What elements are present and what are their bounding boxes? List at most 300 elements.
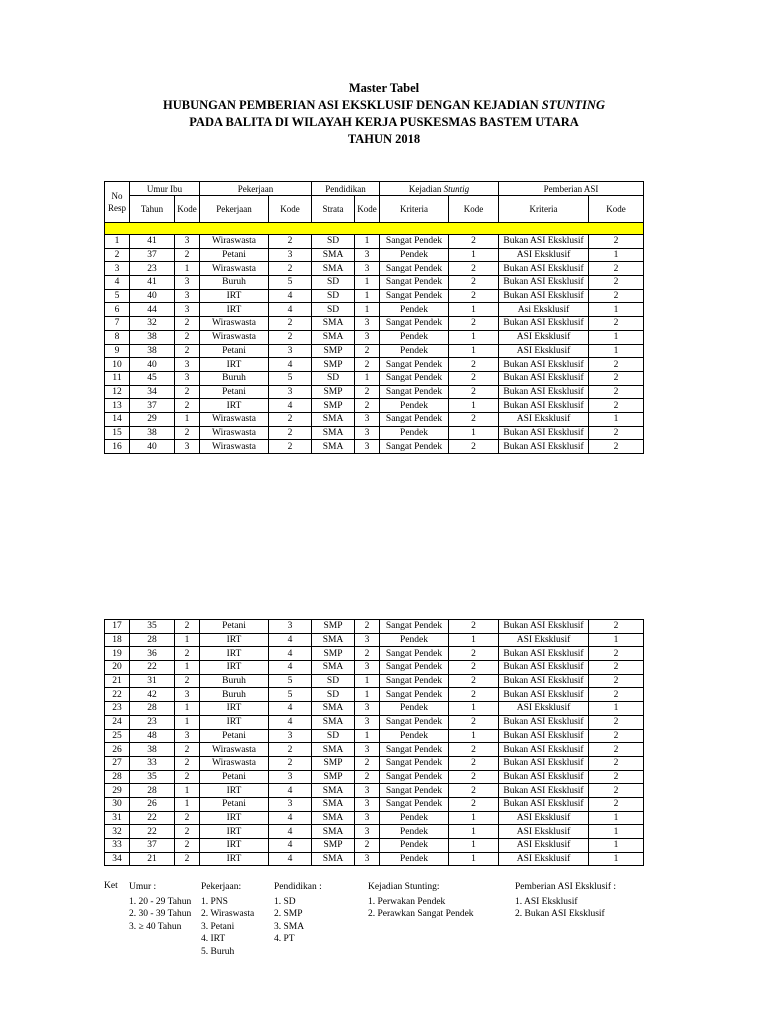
col-no-label: No: [111, 191, 123, 201]
cell-tahun: 26: [130, 797, 175, 811]
cell-kode-umur: 2: [175, 385, 200, 399]
cell-strata: SMA: [312, 811, 355, 825]
cell-kriteria-pemberian: Bukan ASI Eksklusif: [499, 797, 589, 811]
cell-strata: SMP: [312, 358, 355, 372]
cell-no: 30: [105, 797, 130, 811]
cell-kode-pendidikan: 1: [355, 371, 380, 385]
legend-umur: [129, 881, 191, 933]
cell-kriteria-kejadian: Pendek: [380, 702, 449, 716]
cell-kode-kejadian: 2: [449, 770, 499, 784]
cell-kriteria-kejadian: Pendek: [380, 825, 449, 839]
cell-tahun: 37: [130, 399, 175, 413]
cell-strata: SMA: [312, 262, 355, 276]
cell-kode-kejadian: 1: [449, 344, 499, 358]
legend-pekerjaan-item: 4. IRT: [201, 934, 226, 945]
cell-kriteria-pemberian: ASI Eksklusif: [499, 852, 589, 866]
cell-kode-pendidikan: 2: [355, 756, 380, 770]
cell-kriteria-kejadian: Pendek: [380, 344, 449, 358]
cell-kode-pekerjaan: 3: [269, 620, 312, 634]
cell-kode-pendidikan: 2: [355, 620, 380, 634]
col-pekerjaan: Pekerjaan: [200, 182, 312, 196]
cell-pekerjaan: IRT: [200, 811, 269, 825]
cell-kode-pendidikan: 3: [355, 440, 380, 454]
table-row: [105, 344, 644, 358]
cell-tahun: 34: [130, 385, 175, 399]
cell-kode-pemberian: 1: [589, 344, 644, 358]
legend-umur-item: 1. 20 - 29 Tahun: [129, 896, 192, 907]
table-row: [105, 317, 644, 331]
table-row: [105, 852, 644, 866]
cell-kriteria-pemberian: Bukan ASI Eksklusif: [499, 743, 589, 757]
cell-pekerjaan: Petani: [200, 248, 269, 262]
table-row: [105, 743, 644, 757]
cell-kriteria-pemberian: Bukan ASI Eksklusif: [499, 235, 589, 249]
cell-kode-pekerjaan: 2: [269, 262, 312, 276]
cell-kriteria-pemberian: Bukan ASI Eksklusif: [499, 426, 589, 440]
legend-kejadian-item: 2. Perawkan Sangat Pendek: [368, 909, 474, 920]
table-row: [105, 440, 644, 454]
col-kejadian-em: Stuntig: [443, 183, 470, 194]
cell-kode-pekerjaan: 4: [269, 784, 312, 798]
cell-kode-pemberian: 1: [589, 303, 644, 317]
cell-no: 17: [105, 620, 130, 634]
cell-kriteria-kejadian: Pendek: [380, 839, 449, 853]
legend-umur-item: 3. ≥ 40 Tahun: [129, 921, 182, 932]
cell-tahun: 28: [130, 702, 175, 716]
legend-kejadian-item: 1. Perwakan Pendek: [368, 896, 446, 907]
table-row: [105, 248, 644, 262]
sub-kriteria-pemberian: Kriteria: [499, 196, 589, 223]
cell-pekerjaan: IRT: [200, 784, 269, 798]
cell-tahun: 23: [130, 262, 175, 276]
cell-pekerjaan: Wiraswasta: [200, 426, 269, 440]
cell-kriteria-pemberian: Bukan ASI Eksklusif: [499, 399, 589, 413]
cell-kriteria-kejadian: Sangat Pendek: [380, 317, 449, 331]
cell-no: 8: [105, 330, 130, 344]
cell-strata: SMA: [312, 412, 355, 426]
cell-strata: SMA: [312, 633, 355, 647]
table-row: [105, 371, 644, 385]
cell-kode-pekerjaan: 4: [269, 661, 312, 675]
cell-kode-kejadian: 1: [449, 825, 499, 839]
cell-pekerjaan: IRT: [200, 647, 269, 661]
cell-kode-kejadian: 2: [449, 440, 499, 454]
cell-kode-pekerjaan: 2: [269, 756, 312, 770]
cell-kode-kejadian: 1: [449, 303, 499, 317]
cell-no: 27: [105, 756, 130, 770]
cell-no: 4: [105, 276, 130, 290]
cell-no: 13: [105, 399, 130, 413]
table-row: [105, 811, 644, 825]
cell-kode-pekerjaan: 2: [269, 317, 312, 331]
cell-kode-pemberian: 2: [589, 426, 644, 440]
table-row: [105, 633, 644, 647]
cell-kode-pendidikan: 2: [355, 385, 380, 399]
cell-kriteria-kejadian: Sangat Pendek: [380, 756, 449, 770]
table-row: [105, 674, 644, 688]
cell-kode-umur: 2: [175, 426, 200, 440]
cell-kode-pekerjaan: 4: [269, 289, 312, 303]
cell-tahun: 21: [130, 852, 175, 866]
cell-tahun: 40: [130, 440, 175, 454]
cell-kode-pemberian: 2: [589, 674, 644, 688]
cell-kriteria-pemberian: ASI Eksklusif: [499, 839, 589, 853]
cell-kriteria-pemberian: ASI Eksklusif: [499, 811, 589, 825]
cell-no: 5: [105, 289, 130, 303]
cell-kode-umur: 2: [175, 344, 200, 358]
table-row: [105, 715, 644, 729]
cell-no: 26: [105, 743, 130, 757]
cell-tahun: 45: [130, 371, 175, 385]
cell-strata: SMA: [312, 852, 355, 866]
cell-kode-pemberian: 1: [589, 839, 644, 853]
cell-kode-pekerjaan: 4: [269, 647, 312, 661]
cell-tahun: 33: [130, 756, 175, 770]
cell-kode-umur: 2: [175, 852, 200, 866]
cell-tahun: 32: [130, 317, 175, 331]
cell-kriteria-pemberian: ASI Eksklusif: [499, 344, 589, 358]
cell-pekerjaan: IRT: [200, 825, 269, 839]
cell-kode-kejadian: 1: [449, 330, 499, 344]
cell-kriteria-pemberian: Bukan ASI Eksklusif: [499, 729, 589, 743]
cell-kode-pekerjaan: 4: [269, 811, 312, 825]
table-row: [105, 235, 644, 249]
table-row: [105, 358, 644, 372]
cell-kriteria-kejadian: Pendek: [380, 303, 449, 317]
cell-kode-pekerjaan: 5: [269, 674, 312, 688]
cell-tahun: 38: [130, 344, 175, 358]
cell-kode-umur: 1: [175, 797, 200, 811]
cell-strata: SMP: [312, 647, 355, 661]
cell-kode-pekerjaan: 5: [269, 276, 312, 290]
sub-strata: Strata: [312, 196, 355, 223]
cell-no: 20: [105, 661, 130, 675]
cell-kode-pekerjaan: 3: [269, 797, 312, 811]
cell-tahun: 22: [130, 661, 175, 675]
cell-tahun: 36: [130, 647, 175, 661]
cell-kriteria-pemberian: Bukan ASI Eksklusif: [499, 317, 589, 331]
cell-kode-pemberian: 2: [589, 440, 644, 454]
cell-kode-pekerjaan: 2: [269, 330, 312, 344]
cell-no: 32: [105, 825, 130, 839]
cell-strata: SMP: [312, 770, 355, 784]
cell-strata: SMA: [312, 797, 355, 811]
cell-strata: SMA: [312, 330, 355, 344]
cell-kode-pekerjaan: 5: [269, 371, 312, 385]
cell-kode-umur: 1: [175, 412, 200, 426]
cell-kode-pekerjaan: 2: [269, 235, 312, 249]
cell-tahun: 38: [130, 743, 175, 757]
cell-kode-umur: 3: [175, 358, 200, 372]
cell-strata: SMA: [312, 248, 355, 262]
highlight-row: [105, 223, 644, 235]
cell-no: 33: [105, 839, 130, 853]
cell-kode-pemberian: 1: [589, 633, 644, 647]
cell-kode-pemberian: 2: [589, 620, 644, 634]
cell-kode-pendidikan: 1: [355, 688, 380, 702]
cell-kode-pendidikan: 1: [355, 276, 380, 290]
cell-kode-umur: 2: [175, 756, 200, 770]
cell-kode-pekerjaan: 4: [269, 715, 312, 729]
cell-kriteria-pemberian: Bukan ASI Eksklusif: [499, 756, 589, 770]
cell-kode-kejadian: 2: [449, 756, 499, 770]
cell-kode-pendidikan: 3: [355, 426, 380, 440]
cell-tahun: 35: [130, 620, 175, 634]
cell-kode-pekerjaan: 3: [269, 770, 312, 784]
cell-pekerjaan: Petani: [200, 344, 269, 358]
cell-pekerjaan: Wiraswasta: [200, 743, 269, 757]
cell-kriteria-kejadian: Sangat Pendek: [380, 289, 449, 303]
cell-pekerjaan: IRT: [200, 399, 269, 413]
cell-kode-kejadian: 2: [449, 262, 499, 276]
cell-kriteria-pemberian: Bukan ASI Eksklusif: [499, 371, 589, 385]
cell-no: 28: [105, 770, 130, 784]
legend-pemberian-item: 2. Bukan ASI Eksklusif: [515, 909, 605, 920]
title-line-2-stunting: STUNTING: [541, 98, 605, 112]
table-body-part-2: [105, 620, 644, 866]
cell-kode-umur: 3: [175, 235, 200, 249]
cell-no: 6: [105, 303, 130, 317]
table-row: [105, 784, 644, 798]
cell-kriteria-pemberian: Bukan ASI Eksklusif: [499, 674, 589, 688]
cell-no: 29: [105, 784, 130, 798]
table-row: [105, 412, 644, 426]
cell-kriteria-pemberian: ASI Eksklusif: [499, 248, 589, 262]
cell-kriteria-pemberian: Bukan ASI Eksklusif: [499, 620, 589, 634]
cell-strata: SMP: [312, 399, 355, 413]
cell-strata: SMP: [312, 344, 355, 358]
cell-kode-kejadian: 2: [449, 715, 499, 729]
cell-kode-pekerjaan: 3: [269, 248, 312, 262]
cell-kode-kejadian: 2: [449, 620, 499, 634]
table-row: [105, 330, 644, 344]
cell-kode-kejadian: 2: [449, 688, 499, 702]
cell-no: 18: [105, 633, 130, 647]
table-row: [105, 289, 644, 303]
cell-kode-pemberian: 2: [589, 317, 644, 331]
cell-pekerjaan: Petani: [200, 385, 269, 399]
cell-kode-umur: 2: [175, 248, 200, 262]
cell-strata: SMP: [312, 385, 355, 399]
cell-pekerjaan: Petani: [200, 620, 269, 634]
master-table-part-2: [104, 619, 644, 866]
legend-pemberian-item: 1. ASI Eksklusif: [515, 896, 578, 907]
cell-kode-kejadian: 1: [449, 729, 499, 743]
cell-kode-pendidikan: 1: [355, 289, 380, 303]
cell-kriteria-pemberian: Bukan ASI Eksklusif: [499, 770, 589, 784]
cell-kriteria-kejadian: Pendek: [380, 248, 449, 262]
cell-kode-kejadian: 1: [449, 702, 499, 716]
cell-kode-pekerjaan: 3: [269, 344, 312, 358]
highlight-bar: [105, 223, 644, 235]
legend-pendidikan-item: 2. SMP: [274, 909, 303, 920]
cell-kriteria-kejadian: Sangat Pendek: [380, 371, 449, 385]
cell-kode-pemberian: 2: [589, 399, 644, 413]
cell-strata: SD: [312, 729, 355, 743]
cell-kode-pemberian: 2: [589, 289, 644, 303]
cell-kode-pendidikan: 1: [355, 729, 380, 743]
sub-kode-pemberian: Kode: [589, 196, 644, 223]
cell-kriteria-kejadian: Sangat Pendek: [380, 276, 449, 290]
cell-kode-umur: 1: [175, 633, 200, 647]
cell-no: 25: [105, 729, 130, 743]
cell-kode-pendidikan: 3: [355, 702, 380, 716]
cell-tahun: 23: [130, 715, 175, 729]
cell-pekerjaan: Wiraswasta: [200, 412, 269, 426]
cell-kode-pendidikan: 3: [355, 412, 380, 426]
cell-kriteria-pemberian: ASI Eksklusif: [499, 633, 589, 647]
cell-kode-umur: 2: [175, 317, 200, 331]
cell-kriteria-pemberian: Bukan ASI Eksklusif: [499, 661, 589, 675]
cell-no: 12: [105, 385, 130, 399]
cell-kode-umur: 1: [175, 262, 200, 276]
cell-pekerjaan: Buruh: [200, 371, 269, 385]
cell-pekerjaan: IRT: [200, 702, 269, 716]
cell-strata: SD: [312, 235, 355, 249]
cell-tahun: 48: [130, 729, 175, 743]
cell-kode-umur: 3: [175, 276, 200, 290]
cell-no: 7: [105, 317, 130, 331]
cell-kode-kejadian: 1: [449, 426, 499, 440]
table-row: [105, 262, 644, 276]
cell-kode-pekerjaan: 2: [269, 743, 312, 757]
master-table-part-1: [104, 181, 644, 454]
legend-pekerjaan-item: 5. Buruh: [201, 946, 235, 957]
cell-strata: SMA: [312, 426, 355, 440]
cell-kriteria-pemberian: Bukan ASI Eksklusif: [499, 262, 589, 276]
cell-tahun: 41: [130, 235, 175, 249]
cell-strata: SD: [312, 674, 355, 688]
cell-tahun: 38: [130, 426, 175, 440]
cell-kode-pendidikan: 3: [355, 784, 380, 798]
cell-strata: SMP: [312, 839, 355, 853]
cell-kriteria-pemberian: Bukan ASI Eksklusif: [499, 688, 589, 702]
cell-kriteria-pemberian: Bukan ASI Eksklusif: [499, 647, 589, 661]
cell-no: 16: [105, 440, 130, 454]
cell-strata: SD: [312, 688, 355, 702]
cell-pekerjaan: Wiraswasta: [200, 235, 269, 249]
table-row: [105, 756, 644, 770]
cell-kode-pendidikan: 3: [355, 797, 380, 811]
cell-strata: SMP: [312, 620, 355, 634]
table-row: [105, 770, 644, 784]
cell-kode-kejadian: 1: [449, 633, 499, 647]
cell-strata: SMA: [312, 825, 355, 839]
cell-strata: SMA: [312, 440, 355, 454]
table-row: [105, 385, 644, 399]
cell-kode-pendidikan: 3: [355, 330, 380, 344]
cell-kode-kejadian: 2: [449, 317, 499, 331]
sub-tahun: Tahun: [130, 196, 175, 223]
cell-kode-kejadian: 1: [449, 839, 499, 853]
cell-kriteria-pemberian: Asi Eksklusif: [499, 303, 589, 317]
legend-pekerjaan-item: Pekerjaan:: [201, 882, 242, 892]
cell-no: 14: [105, 412, 130, 426]
cell-kode-umur: 2: [175, 674, 200, 688]
cell-tahun: 38: [130, 330, 175, 344]
cell-kode-umur: 3: [175, 289, 200, 303]
cell-kode-pemberian: 2: [589, 770, 644, 784]
cell-tahun: 41: [130, 276, 175, 290]
cell-kriteria-kejadian: Sangat Pendek: [380, 688, 449, 702]
sub-kode-pendidikan: Kode: [355, 196, 380, 223]
cell-kriteria-pemberian: ASI Eksklusif: [499, 825, 589, 839]
sub-kode-kejadian: Kode: [449, 196, 499, 223]
cell-tahun: 44: [130, 303, 175, 317]
cell-kode-pemberian: 2: [589, 661, 644, 675]
cell-kode-kejadian: 2: [449, 276, 499, 290]
cell-pekerjaan: Petani: [200, 770, 269, 784]
cell-pekerjaan: Wiraswasta: [200, 330, 269, 344]
cell-kode-kejadian: 2: [449, 743, 499, 757]
title-line-3: PADA BALITA DI WILAYAH KERJA PUSKESMAS BASTEM UTARA: [189, 115, 579, 129]
cell-kode-kejadian: 2: [449, 674, 499, 688]
cell-kode-pendidikan: 1: [355, 303, 380, 317]
cell-kode-pekerjaan: 4: [269, 358, 312, 372]
cell-kode-kejadian: 2: [449, 235, 499, 249]
legend-pendidikan-item: Pendidikan :: [274, 882, 322, 892]
sub-kriteria-kejadian: Kriteria: [380, 196, 449, 223]
cell-kriteria-kejadian: Pendek: [380, 633, 449, 647]
cell-kriteria-kejadian: Sangat Pendek: [380, 235, 449, 249]
cell-kode-pemberian: 2: [589, 276, 644, 290]
cell-kode-pekerjaan: 4: [269, 303, 312, 317]
legend-pemberian: [515, 881, 616, 921]
cell-kriteria-pemberian: Bukan ASI Eksklusif: [499, 440, 589, 454]
table-row: [105, 839, 644, 853]
cell-kode-umur: 1: [175, 715, 200, 729]
cell-kriteria-kejadian: Pendek: [380, 426, 449, 440]
cell-no: 10: [105, 358, 130, 372]
cell-kode-kejadian: 1: [449, 852, 499, 866]
cell-kriteria-kejadian: Sangat Pendek: [380, 715, 449, 729]
cell-kode-pendidikan: 3: [355, 262, 380, 276]
cell-kriteria-pemberian: Bukan ASI Eksklusif: [499, 715, 589, 729]
cell-kode-umur: 3: [175, 371, 200, 385]
cell-kode-umur: 2: [175, 620, 200, 634]
cell-kode-umur: 2: [175, 647, 200, 661]
cell-kode-pemberian: 1: [589, 702, 644, 716]
cell-kode-pendidikan: 3: [355, 852, 380, 866]
cell-kode-pemberian: 2: [589, 688, 644, 702]
cell-kriteria-kejadian: Pendek: [380, 811, 449, 825]
cell-kode-umur: 2: [175, 330, 200, 344]
legend-pekerjaan-item: 3. Petani: [201, 921, 235, 932]
sub-kode-umur: Kode: [175, 196, 200, 223]
cell-no: 2: [105, 248, 130, 262]
cell-no: 34: [105, 852, 130, 866]
cell-kode-pekerjaan: 4: [269, 839, 312, 853]
title-line-2: [0, 97, 768, 114]
cell-tahun: 22: [130, 825, 175, 839]
cell-strata: SMA: [312, 784, 355, 798]
cell-tahun: 40: [130, 289, 175, 303]
title-master-tabel: Master Tabel: [348, 81, 420, 95]
cell-kode-pemberian: 1: [589, 412, 644, 426]
cell-kode-pemberian: 1: [589, 825, 644, 839]
col-resp-label: Resp: [108, 203, 126, 213]
cell-kode-pemberian: 2: [589, 756, 644, 770]
legend-pemberian-item: Pemberian ASI Eksklusif :: [515, 882, 617, 892]
col-no-resp: [105, 182, 130, 223]
table-row: [105, 647, 644, 661]
legend-pekerjaan-item: 2. Wiraswasta: [201, 909, 255, 920]
table-row: [105, 702, 644, 716]
cell-pekerjaan: Buruh: [200, 276, 269, 290]
cell-kode-kejadian: 1: [449, 248, 499, 262]
cell-kode-kejadian: 1: [449, 811, 499, 825]
col-umur-ibu: Umur Ibu: [130, 182, 200, 196]
